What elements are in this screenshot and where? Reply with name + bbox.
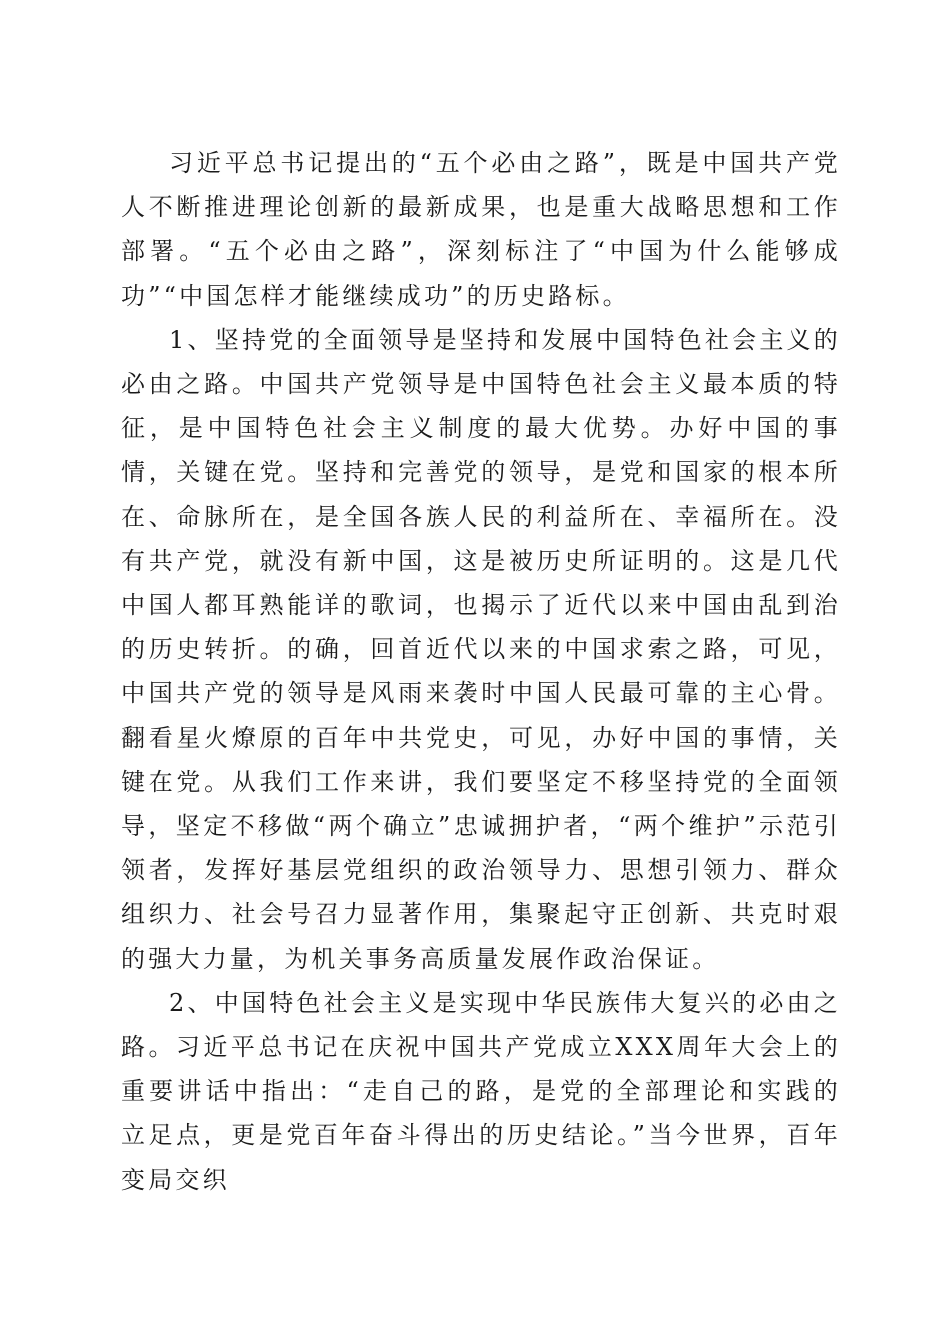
- paragraph-intro: 习近平总书记提出的“五个必由之路”，既是中国共产党人不断推进理论创新的最新成果，也是重大战略思想和工作部署。“五个必由之路”，深刻标注了“中国为什么能够成功”“中国怎样才能继续成功”的历史路标。: [121, 149, 841, 310]
- paragraph-point-1: 1、坚持党的全面领导是坚持和发展中国特色社会主义的必由之路。中国共产党领导是中国特色社会主义最本质的特征，是中国特色社会主义制度的最大优势。办好中国的事情，关键在党。坚持和完善党的领导，是党和国家的根本所在、命脉所在，是全国各族人民的利益所在、幸福所在。没有共产党，就没有新中国，这是被历史所证明的。这是几代中国人都耳熟能详的歌词，也揭示了近代以来中国由乱到治的历史转折。的确，回首近代以来的中国求索之路，可见，中国共产党的领导是风雨来袭时中国人民最可靠的主心骨。翻看星火燎原的百年中共党史，可见，办好中国的事情，关键在党。从我们工作来讲，我们要坚定不移坚持党的全面领导，坚定不移做“两个确立”忠诚拥护者，“两个维护”示范引领者，发挥好基层党组织的政治领导力、思想引领力、群众组织力、社会号召力显著作用，集聚起守正创新、共克时艰的强大力量，为机关事务高质量发展作政治保证。: [121, 325, 841, 973]
- paragraph-point-2: 2、中国特色社会主义是实现中华民族伟大复兴的必由之路。习近平总书记在庆祝中国共产党成立XXX周年大会上的重要讲话中指出：“走自己的路，是党的全部理论和实践的立足点，更是党百年奋斗得出的历史结论。”当今世界，百年变局交织: [121, 988, 841, 1194]
- document-body: [121, 141, 841, 1202]
